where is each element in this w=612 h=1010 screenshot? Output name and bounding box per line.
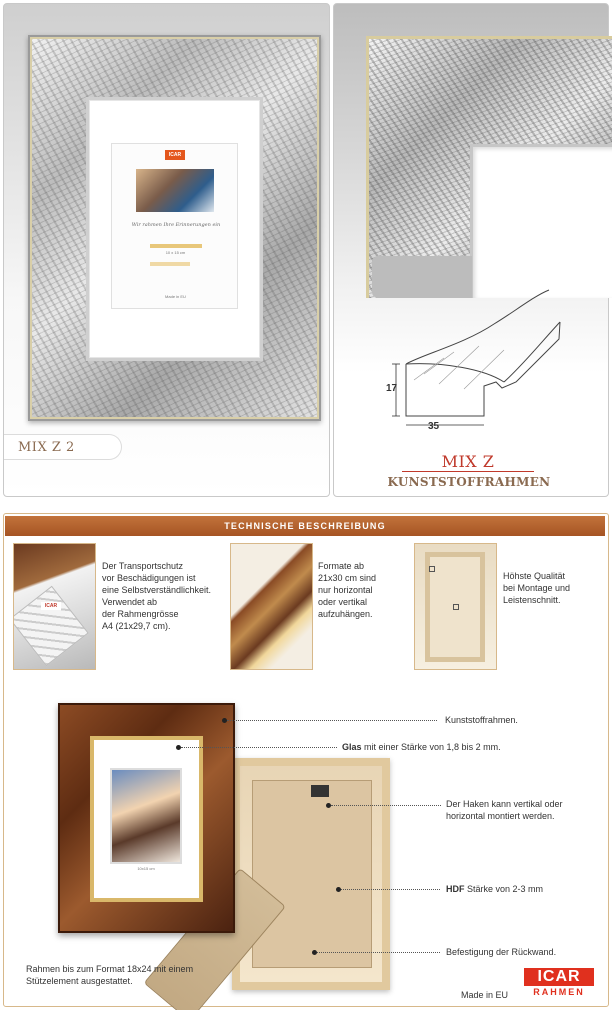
callout-hdf-rest: Stärke von 2-3 mm xyxy=(464,884,544,894)
back-clip xyxy=(453,604,459,610)
protector-logo: ICAR xyxy=(41,602,61,610)
back-clip xyxy=(429,566,435,572)
profile-height: 17 xyxy=(386,383,398,394)
icar-logo[interactable] xyxy=(524,968,594,998)
callout-fastening: Befestigung der Rückwand. xyxy=(446,947,557,957)
gold-mat xyxy=(90,736,203,902)
callout-frame: Kunststoffrahmen. xyxy=(445,715,518,725)
product-hero xyxy=(0,0,612,500)
frame-profile-image xyxy=(230,543,313,670)
product-title: MIX Z xyxy=(441,452,495,471)
callout-hdf-bold: HDF xyxy=(446,884,465,894)
icar-logo-top: ICAR xyxy=(524,968,594,986)
frame-front-view-panel xyxy=(3,3,330,497)
insert-photo xyxy=(136,169,214,212)
callout-line-hdf xyxy=(341,889,440,890)
insert-logo: ICAR xyxy=(165,150,185,160)
hdf-backboard xyxy=(252,780,372,968)
callout-glass-bold: Glas xyxy=(342,742,362,752)
frame-corner-detail xyxy=(366,36,612,296)
variant-label: MIX Z 2 xyxy=(18,440,75,455)
frame-back-image xyxy=(414,543,497,670)
title-rule xyxy=(402,471,534,472)
wood-frame-illustration xyxy=(58,703,235,933)
hanger-hook xyxy=(311,785,329,797)
callout-hdf xyxy=(446,883,543,895)
feature-text-1: Der Transportschutz vor Beschädigungen ist eine Selbstverständlichkeit. Verwendet ab der Rahmengrösse A4 (21x29,7 cm). xyxy=(102,561,212,631)
silver-frame-image xyxy=(28,35,321,421)
product-subtitle: KUNSTSTOFFRAHMEN xyxy=(387,475,551,489)
callout-glass-rest: mit einer Stärke von 1,8 bis 2 mm. xyxy=(361,742,501,752)
corner-protector xyxy=(13,586,89,667)
couple-photo xyxy=(110,768,182,864)
profile-drawing xyxy=(384,284,564,434)
profile-width: 35 xyxy=(428,421,440,432)
callout-line-glass xyxy=(181,747,337,748)
card-format-text: 10x15 cm xyxy=(137,866,155,871)
feature-text-2: Formate ab 21x30 cm sind nur horizontal oder vertikal aufzuhängen. xyxy=(318,561,377,619)
callout-glass xyxy=(342,741,501,753)
callout-line-fastening xyxy=(317,952,440,953)
insert-format-bar xyxy=(150,244,202,248)
technical-header: TECHNISCHE BESCHREIBUNG xyxy=(5,516,605,536)
insert-script-text: Wir rahmen Ihre Erinnerungen ein xyxy=(131,222,221,228)
callout-line-frame xyxy=(227,720,437,721)
feature-text-3: Höhste Qualität bei Montage und Leistenschnitt. xyxy=(503,571,571,605)
frame-back-illustration xyxy=(232,758,390,990)
insert-made-in: Made in EU xyxy=(165,294,186,299)
variant-tab[interactable] xyxy=(4,434,122,460)
corner-inner-rebate xyxy=(470,144,612,298)
transport-protection-image xyxy=(13,543,96,670)
made-in-eu: Made in EU xyxy=(461,990,509,1000)
stand-note: Rahmen bis zum Format 18x24 mit einem Stützelement ausgestattet. xyxy=(26,964,194,986)
frame-mat xyxy=(86,97,263,361)
icar-logo-bottom: RAHMEN xyxy=(533,987,585,997)
callout-line-hook xyxy=(331,805,441,806)
insert-card xyxy=(111,143,238,309)
insert-format-text: 10 x 15 cm xyxy=(165,250,186,255)
insert-format-bar-2 xyxy=(150,262,190,266)
callout-hook: Der Haken kann vertikal oder horizontal montiert werden. xyxy=(446,799,563,821)
